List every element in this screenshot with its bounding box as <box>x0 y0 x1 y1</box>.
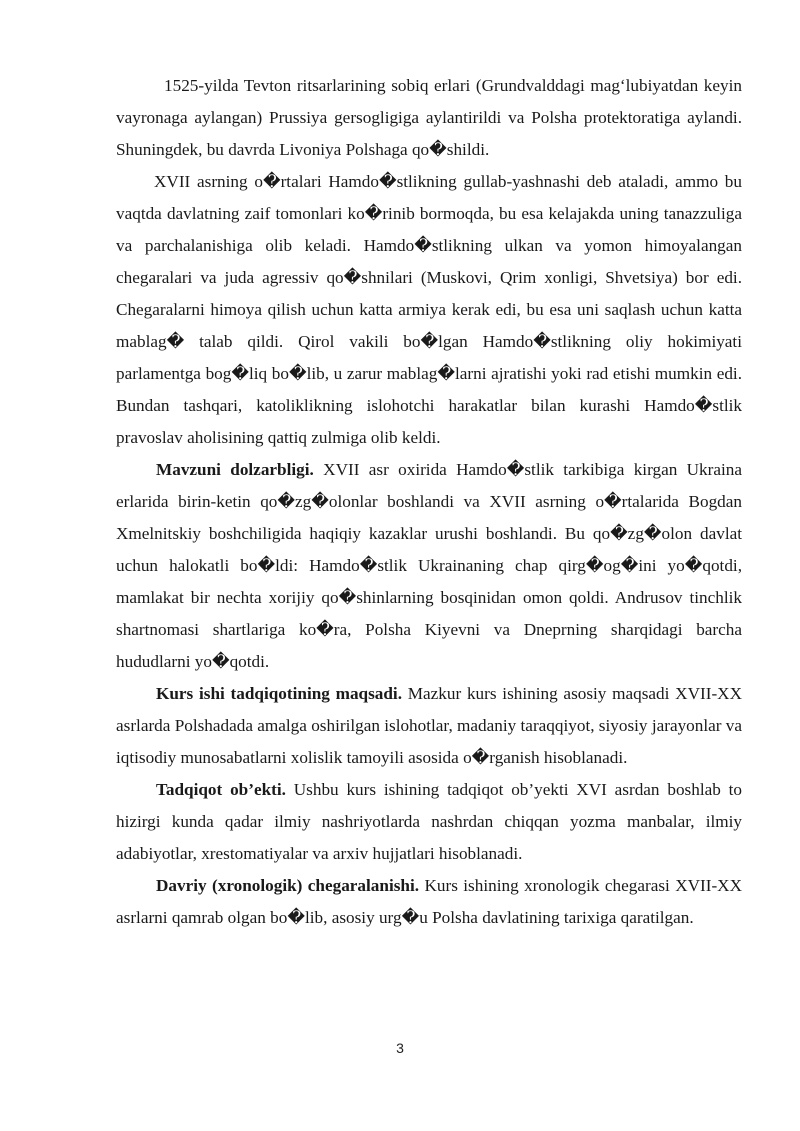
paragraph-heading: Kurs ishi tadqiqotining maqsadi. <box>156 684 403 703</box>
paragraph-aim <box>116 678 742 774</box>
paragraph-chronology <box>116 870 742 934</box>
paragraph-heading: Davriy (xronologik) chegaralanishi. <box>156 876 420 895</box>
paragraph-text: Kurs ishining xronologik chegarasi XVII-XX asrlarni qamrab olgan bo�lib, asosiy urg�u Polsha davlatining tarixiga qaratilgan. <box>116 876 743 927</box>
paragraph-text: XVII asr oxirida Hamdo�stlik tarkibiga kirgan Ukraina erlarida birin-ketin qo�zg�olonlar boshlandi va XVII asrning o�rtalarida Bogdan Xmelnitskiy boshchiligida haqiqiy kazaklar urushi boshlandi. Bu qo�zg�olon davlat uchun halokatli bo�ldi: Hamdo�stlik Ukrainaning chap qirg�og�ini yo�qotdi, mamlakat bir nechta xorijiy qo�shinlarning bosqinidan omon qoldi. Andrusov tinchlik shartnomasi shartlariga ko�ra, Polsha Kiyevni va Dneprning sharqidagi barcha hududlarni yo�qotdi. <box>116 460 742 671</box>
paragraph-text: Mazkur kurs ishining asosiy maqsadi XVII-XX asrlarda Polshadada amalga oshirilgan islohotlar, madaniy taraqqiyot, siyosiy jarayonlar va iqtisodiy munosabatlarni xolislik tamoyili asosida o�rganish hisoblanadi. <box>116 684 743 767</box>
paragraph-text: 1525-yilda Tevton ritsarlarining sobiq erlari (Grundvalddagi mag‘lubiyatdan keyin vayronaga aylangan) Prussiya gersogligiga aylantirildi va Polsha protektoratiga aylandi. Shuningdek, bu davrda Livoniya Polshaga qo�shildi. <box>116 76 742 159</box>
document-page <box>116 70 742 934</box>
paragraph-object <box>116 774 742 870</box>
paragraph-text: Ushbu kurs ishining tadqiqot ob’yekti XVI asrdan boshlab to hizirgi kunda qadar ilmiy nashriyotlarda nashrdan chiqqan yozma manbalar, ilmiy adabiyotlar, xrestomatiyalar va arxiv hujjatlari hisoblanadi. <box>116 780 742 863</box>
paragraph-prussia <box>116 70 742 166</box>
paragraph-relevance <box>116 454 742 678</box>
paragraph-heading: Mavzuni dolzarbligi. <box>156 460 314 479</box>
paragraph-heading: Tadqiqot ob’ekti. <box>156 780 286 799</box>
page-number: 3 <box>396 1040 404 1056</box>
paragraph-17th-century <box>116 166 742 454</box>
paragraph-text: XVII asrning o�rtalari Hamdo�stlikning gullab-yashnashi deb ataladi, ammo bu vaqtda davlatning zaif tomonlari ko�rinib bormoqda, bu esa kelajakda uning tanazzuliga va parchalanishiga olib keladi. Hamdo�stlikning ulkan va yomon himoyalangan chegaralari va juda agressiv qo�shnilari (Muskovi, Qrim xonligi, Shvetsiya) bor edi. Chegaralarni himoya qilish uchun katta armiya kerak edi, bu esa uni saqlash uchun katta mablag� talab qildi. Qirol vakili bo�lgan Hamdo�stlikning oliy hokimiyati parlamentga bog�liq bo�lib, u zarur mablag�larni ajratishi yoki rad etishi mumkin edi. Bundan tashqari, katoliklikning islohotchi harakatlar bilan kurashi Hamdo�stlik pravoslav aholisining qattiq zulmiga olib keldi. <box>116 172 742 447</box>
